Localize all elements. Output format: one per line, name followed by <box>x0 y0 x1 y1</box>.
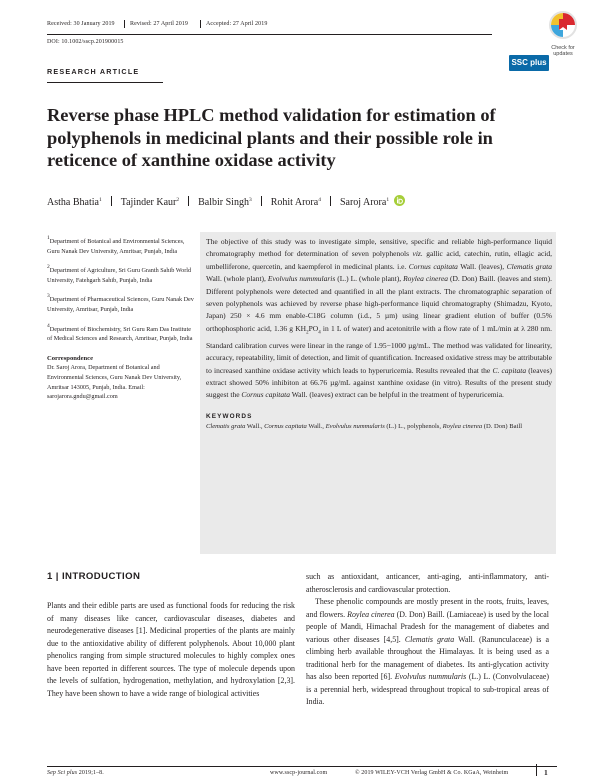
author-affiliation-number: 1 <box>386 197 390 203</box>
journal-logo: SSC plus <box>509 55 549 71</box>
abstract-panel <box>200 232 556 554</box>
author-name[interactable]: Balbir Singh <box>198 197 249 208</box>
crossmark-icon <box>540 10 586 40</box>
author-name[interactable]: Tajinder Kaur <box>120 197 177 208</box>
affiliation: 1Department of Botanical and Environmental Sciences, Guru Nanak Dev University, Amritsar, Punjab, India <box>47 235 185 255</box>
article-type: RESEARCH ARTICLE <box>47 67 140 76</box>
header-rule <box>47 34 492 35</box>
author-name[interactable]: Saroj Arora <box>339 197 387 208</box>
author-affiliation-number: 4 <box>318 197 321 203</box>
footer-divider <box>536 764 537 776</box>
keywords-heading: KEYWORDS <box>206 412 253 420</box>
orcid-icon[interactable] <box>394 195 405 206</box>
footer-citation: Sep Sci plus 2019;1–8. <box>47 770 104 776</box>
author-separator <box>261 196 262 206</box>
received-date: Received: 30 January 2019 <box>47 21 115 27</box>
author-name[interactable]: Rohit Arora <box>270 197 319 208</box>
abstract-text: The objective of this study was to investigate simple, sensitive, specific and reliable high-performance liquid chromatography method for determination of seven polyphenols viz. gallic acid, catechin, rutin, ellagic acid, umbelliferone, quercetin, and kaempferol in medicinal plants. i.e. Cornus capitata Wall. (leaves), Clematis grata Wall. (whole plant), Evolvulus nummularis (L.) L. (whole plant), Roylea cinerea (D. Don) Baill. (leaves and stem). Different polyphenols were detected and quantified in all the plant extracts. The chromatographic separation of seven polyphenols was achieved by reverse phase high-performance liquid chromatography (Shimadzu, Kyoto, Japan) 250 × 4.6 mm enable-C18G column (i.d., 5 µm) using linear gradient elution of buffer (0.5% orthophosphoric acid, 1.36 g $KH_2PO_4$ in 1 L of water) and acetonitrile with a flow rate of 1 mL/min at λ 280 nm. Standard calibration curves were linear in the range of 1.95−1000 µg/mL. The method was validated for linearity, accuracy, repeatability, limit of detection, and limit of quantification. Increased oxidative stress may be attributable to increased xanthine oxidase activity which leads to hyperuricemia. Results revealed that the C. capitata (leaves) extract showed 50% inhibiton at 66.76 µg/mL against xanthine oxidase (in vitro). Results of the present study suggest the Cornus capitata Wall. (leaves) extract can be helpful in the treatment of hyperuricemia. <box>206 237 553 400</box>
author-affiliation-number: 3 <box>248 197 252 203</box>
author-separator <box>188 196 189 206</box>
footer-copyright: © 2019 WILEY-VCH Verlag GmbH & Co. KGaA, Weinheim <box>355 770 509 776</box>
affiliation: 4Department of Biochemistry, Sri Guru Ram Das Institute of Medical Sciences and Research, Amritsar, Punjab, India <box>47 322 193 343</box>
affiliation: 2Department of Agriculture, Sri Guru Granth Sahib World University, Fatehgarh Sahib, Punjab, India <box>47 264 192 284</box>
article-type-rule <box>47 82 163 83</box>
doi[interactable]: DOI: 10.1002/sscp.201900015 <box>47 39 124 45</box>
accepted-date: Accepted: 27 April 2019 <box>206 21 268 27</box>
intro-left-column <box>47 600 295 700</box>
intro-paragraph: such as antioxidant, anticancer, anti-aging, anti-inflammatory, anti-atherosclerosis and cardiovascular protection. <box>306 572 549 594</box>
header-divider <box>200 20 201 28</box>
keywords-text: Clematis grata Wall., Cornus capitata Wall., Evolvulus nummularis (L.) L., polyphenols, Roylea cinerea (D. Don) Baill <box>206 422 523 430</box>
affiliations <box>47 234 197 409</box>
intro-paragraph: These phenolic compounds are mostly present in the roots, fruits, leaves, and flowers. Roylea cinerea (D. Don) Baill. (Lamiaceae) is used by the local people of Mandi, Himachal Pradesh for the management of diabetes and various other diseases [4,5]. Clematis grata Wall. (Ranunculaceae) is a climbing herb available throughout the Himalayas. It is being used as a traditional herb for the management of diabetes. Its anti-glycation activity has also been reported [6]. Evolvulus nummularis (L.) L. (Convolvulaceae) is a perennial herb, widespread throughout tropical to sub-tropical areas of India. <box>306 597 549 706</box>
intro-paragraph: Plants and their edible parts are used as functional foods for reducing the risk of many diseases like cancer, cardiovascular diseases, diabetes and neurodegenerative diseases [1]. Medicinal properties of the plants are mainly due to the antioxidative ability of different polyphenols. About 10,000 plant phenolics ranging from simple structured molecules to highly complex ones have been reported in different sources. The type of molecule depends upon the levels of sulfation, hydrogenation, methylation, and hydroxylation [2,3]. They have been shown to have a wide range of biological activities <box>47 601 295 698</box>
revised-date: Revised: 27 April 2019 <box>130 21 189 27</box>
crossmark-label: Check for updates <box>551 45 575 57</box>
author-affiliation-number: 2 <box>176 197 180 203</box>
footer-url[interactable]: www.sscp-journal.com <box>270 770 328 776</box>
correspondence-heading: Correspondence <box>47 354 94 362</box>
affiliation: 3Department of Pharmaceutical Sciences, Guru Nanak Dev University, Amritsar, Punjab, India <box>47 293 194 313</box>
author-separator <box>330 196 331 206</box>
footer-rule <box>47 766 557 767</box>
correspondence-text: Dr. Saroj Arora, Department of Botanical and Environmental Sciences, Guru Nanak Dev University, Amritsar 143005, Punjab, India. Email: sarojarora.gndu@gmail.com <box>47 364 182 401</box>
intro-right-column <box>306 571 549 709</box>
page-number: 1 <box>544 768 548 777</box>
author-name[interactable]: Astha Bhatia <box>47 197 99 208</box>
author-separator <box>111 196 112 206</box>
author-affiliation-number: 1 <box>98 197 102 203</box>
header-divider <box>124 20 125 28</box>
section-heading-introduction: 1 | INTRODUCTION <box>47 571 141 582</box>
article-title: Reverse phase HPLC method validation for estimation of polyphenols in medicinal plants and their possible role in reticence of xanthine oxidase activity <box>47 105 496 170</box>
author-list <box>47 195 405 208</box>
crossmark-badge[interactable] <box>540 10 586 57</box>
